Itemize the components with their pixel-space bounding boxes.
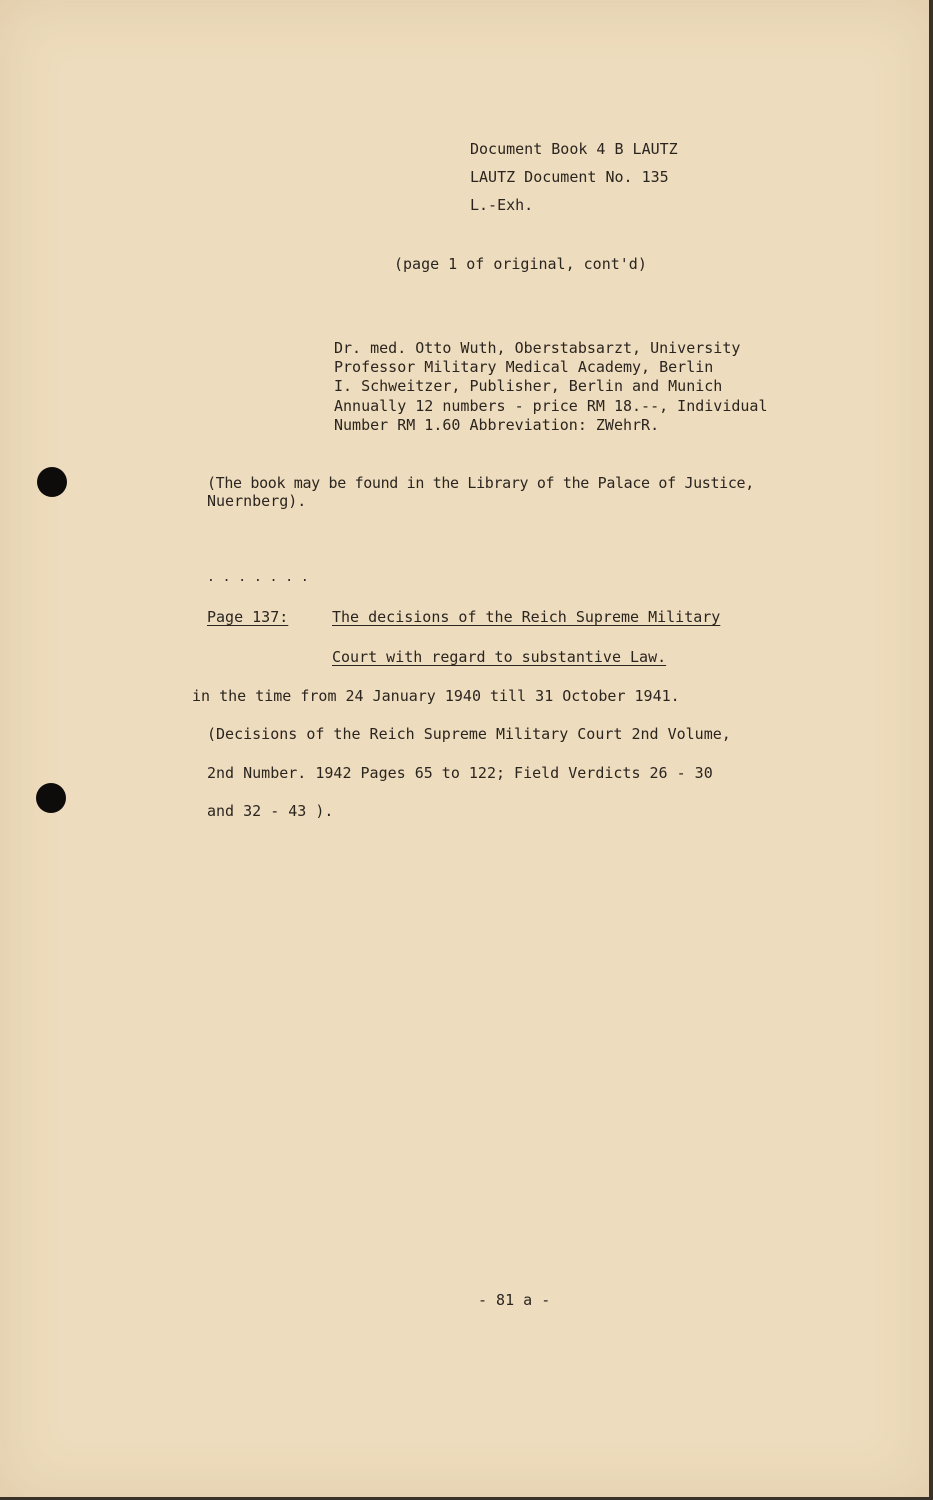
citation-line-5: Number RM 1.60 Abbreviation: ZWehrR. [334, 416, 660, 434]
citation-line-4: Annually 12 numbers - price RM 18.--, Individual [334, 397, 768, 415]
citation-line-1: Dr. med. Otto Wuth, Oberstabsarzt, University [334, 339, 741, 357]
location-note-line-2: Nuernberg). [207, 492, 307, 510]
punch-hole-top [37, 467, 67, 497]
page-reference: Page 137: [207, 608, 289, 626]
body-line-1: in the time from 24 January 1940 till 31 October 1941. [192, 687, 680, 705]
body-line-3: 2nd Number. 1942 Pages 65 to 122; Field Verdicts 26 - 30 [207, 764, 713, 782]
ellipsis: . . . . . . . [207, 570, 309, 585]
header-line-3: L.-Exh. [470, 196, 534, 214]
section-title-line-1: The decisions of the Reich Supreme Military [332, 608, 721, 626]
page-edge-right [929, 0, 933, 1500]
section-title-line-2: Court with regard to substantive Law. [332, 648, 667, 666]
location-note-line-1: (The book may be found in the Library of the Palace of Justice, [207, 474, 754, 492]
header-line-2: LAUTZ Document No. 135 [470, 168, 669, 186]
page-number: - 81 a - [478, 1291, 551, 1309]
body-line-4: and 32 - 43 ). [207, 802, 334, 820]
citation-line-2: Professor Military Medical Academy, Berlin [334, 358, 714, 376]
body-line-2: (Decisions of the Reich Supreme Military Court 2nd Volume, [207, 725, 731, 743]
page-note: (page 1 of original, cont'd) [394, 255, 647, 273]
punch-hole-bottom [36, 783, 66, 813]
header-line-1: Document Book 4 B LAUTZ [470, 140, 678, 158]
citation-line-3: I. Schweitzer, Publisher, Berlin and Munich [334, 377, 723, 395]
